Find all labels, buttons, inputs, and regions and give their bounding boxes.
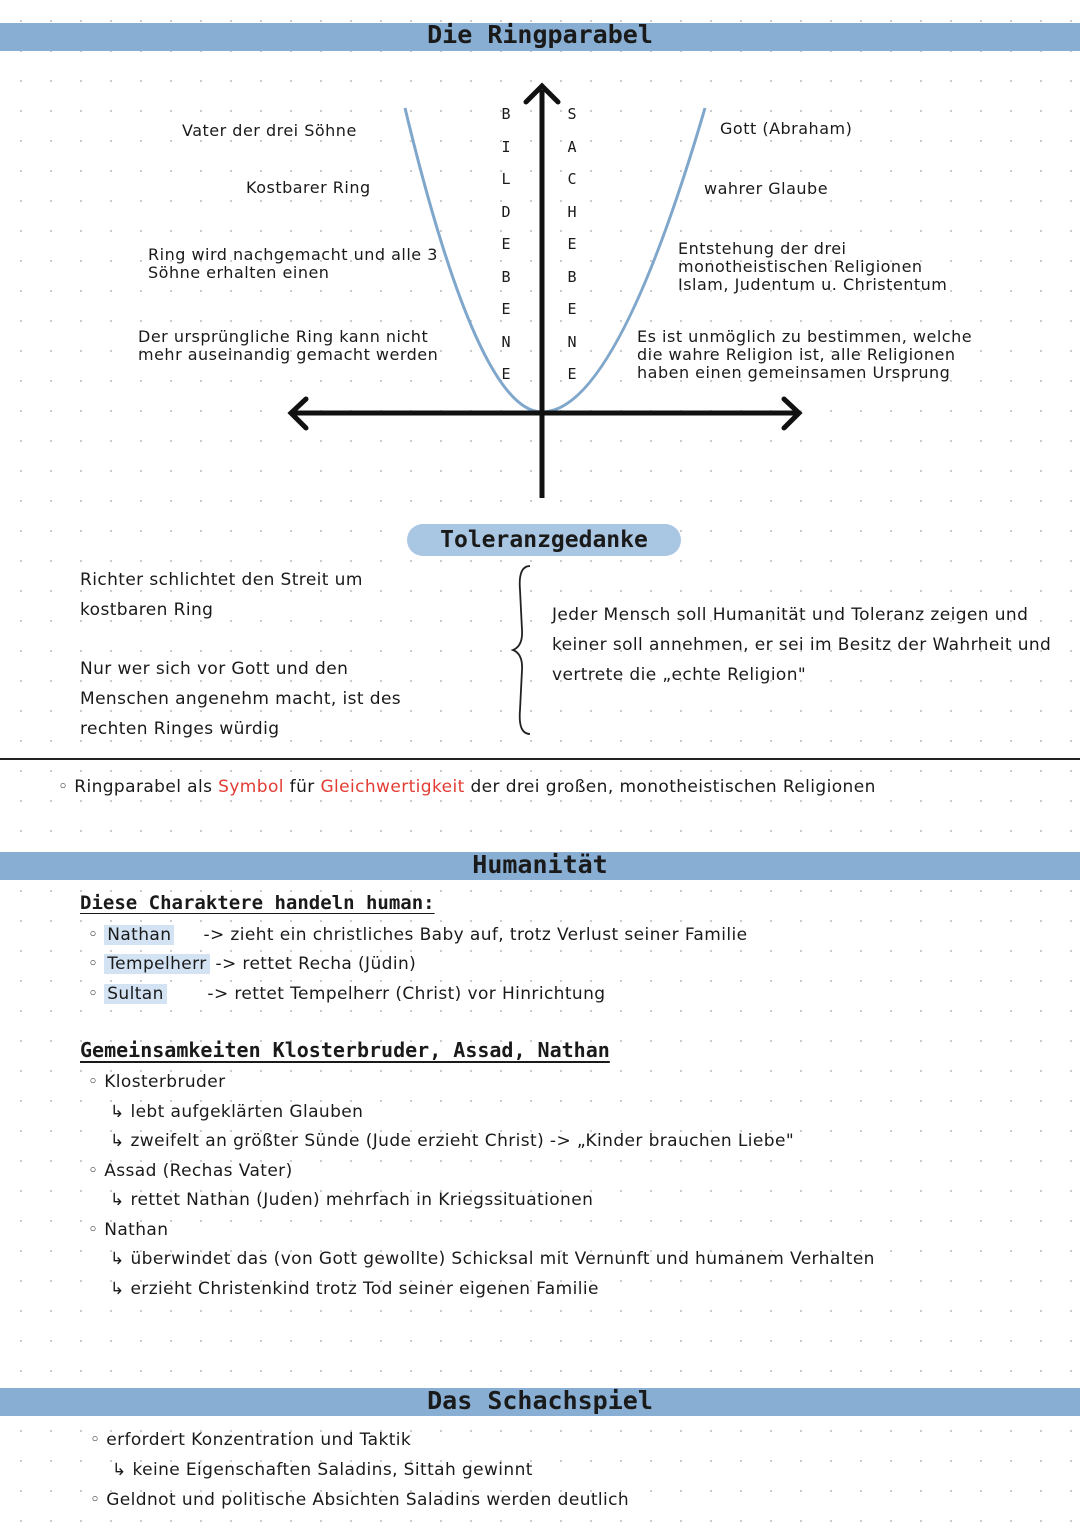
left-item-urspruenglich: Der ursprüngliche Ring kann nicht mehr auseinandig gemacht werden (138, 327, 439, 364)
right-item-glaube: wahrer Glaube (704, 179, 829, 198)
section-title-humanitaet: Humanität (472, 850, 608, 879)
bildebene-letter: B (501, 267, 511, 286)
gemeinsamkeiten-list (88, 1068, 1048, 1304)
toleranz-left-richter: Richter schlichtet den Streit um kostbaren Ring (80, 570, 363, 620)
name-nathan: Nathan (104, 925, 174, 945)
divider-line (0, 758, 1080, 760)
group-klosterbruder: ◦ Klosterbruder (88, 1072, 226, 1092)
schach-list (90, 1425, 1050, 1515)
curly-brace (508, 560, 544, 740)
bildebene-letter: B (501, 105, 511, 123)
sachebene-letter: S (567, 105, 577, 123)
left-item-vater: Vater der drei Söhne (182, 121, 357, 140)
sachebene-letter: A (567, 137, 577, 156)
bildebene-letter: E (501, 235, 511, 253)
sachebene-letter: B (567, 267, 577, 286)
summary-text: ◦ Ringparabel als Symbol für Gleichwertigkeit der drei großen, monotheistischen Religionen (58, 777, 876, 797)
toleranz-left-wuerdig: Nur wer sich vor Gott und den Menschen angenehm macht, ist des rechten Ringes würdig (80, 659, 402, 739)
humanitaet-row-tempelherr: ◦ Tempelherr -> rettet Recha (Jüdin) (88, 954, 417, 974)
sachebene-letter: C (567, 170, 577, 188)
schach-subpoint: ↳ keine Eigenschaften Saladins, Sittah gewinnt (112, 1460, 533, 1480)
group-point: ↳ lebt aufgeklärten Glauben (110, 1101, 364, 1122)
left-item-ring: Kostbarer Ring (246, 178, 371, 197)
sachebene-letter: E (567, 365, 577, 383)
bildebene-letter: N (501, 332, 511, 351)
right-item-entstehung: Entstehung der drei monotheistischen Religionen Islam, Judentum u. Christentum (678, 239, 948, 294)
right-item-ursprung: Es ist unmöglich zu bestimmen, welche die wahre Religion ist, alle Religionen haben einen gemeinsamen Ursprung (637, 327, 973, 382)
sachebene-letter: N (567, 332, 577, 351)
schach-item: ◦ Geldnot und politische Absichten Saladins werden deutlich (90, 1490, 630, 1510)
humanitaet-row-sultan: ◦ Sultan -> rettet Tempelherr (Christ) vor Hinrichtung (88, 984, 606, 1004)
bildebene-letter: I (501, 137, 511, 156)
axis-label-sachebene (562, 98, 582, 391)
sachebene-letter: E (567, 300, 577, 318)
humanitaet-row-nathan: ◦ Nathan -> zieht ein christliches Baby auf, trotz Verlust seiner Familie (88, 925, 748, 945)
group-point: ↳ rettet Nathan (Juden) mehrfach in Kriegssituationen (110, 1190, 594, 1210)
group-nathan: ◦ Nathan (88, 1219, 169, 1240)
name-tempelherr: Tempelherr (104, 954, 209, 974)
gemeinsamkeiten-heading: Gemeinsamkeiten Klosterbruder, Assad, Nathan (80, 1038, 610, 1062)
toleranz-right: Jeder Mensch soll Humanität und Toleranz zeigen und keiner soll annehmen, er sei im Besitz der Wahrheit und vertrete die „echte Religion" (552, 605, 1052, 685)
group-point: ↳ erzieht Christenkind trotz Tod seiner eigenen Familie (110, 1278, 599, 1299)
group-assad: ◦ Assad (Rechas Vater) (88, 1160, 293, 1181)
left-item-nachgemacht: Ring wird nachgemacht und alle 3 Söhne erhalten einen (148, 245, 438, 282)
group-point: ↳ zweifelt an größter Sünde (Jude erzieht Christ) -> „Kinder brauchen Liebe" (110, 1131, 795, 1151)
bullet: ◦ (58, 777, 75, 797)
schach-item: ◦ erfordert Konzentration und Taktik (90, 1430, 412, 1450)
word-symbol: Symbol (218, 777, 284, 797)
axis-label-bildebene (496, 98, 516, 391)
group-point: ↳ überwindet das (von Gott gewollte) Schicksal mit Vernunft und humanem Verhalten (110, 1249, 875, 1269)
right-item-gott: Gott (Abraham) (720, 119, 853, 138)
sachebene-letter: E (567, 235, 577, 253)
toleranz-label: Toleranzgedanke (407, 524, 681, 556)
sachebene-letter: H (567, 202, 577, 221)
section-title-ringparabel: Die Ringparabel (427, 20, 653, 49)
name-sultan: Sultan (104, 984, 167, 1004)
bildebene-letter: D (501, 202, 511, 221)
bildebene-letter: L (501, 170, 511, 188)
bildebene-letter: E (501, 365, 511, 383)
section-title-schach: Das Schachspiel (427, 1386, 653, 1415)
bildebene-letter: E (501, 300, 511, 318)
humanitaet-heading: Diese Charaktere handeln human: (80, 892, 435, 914)
word-gleichwertigkeit: Gleichwertigkeit (320, 777, 465, 797)
